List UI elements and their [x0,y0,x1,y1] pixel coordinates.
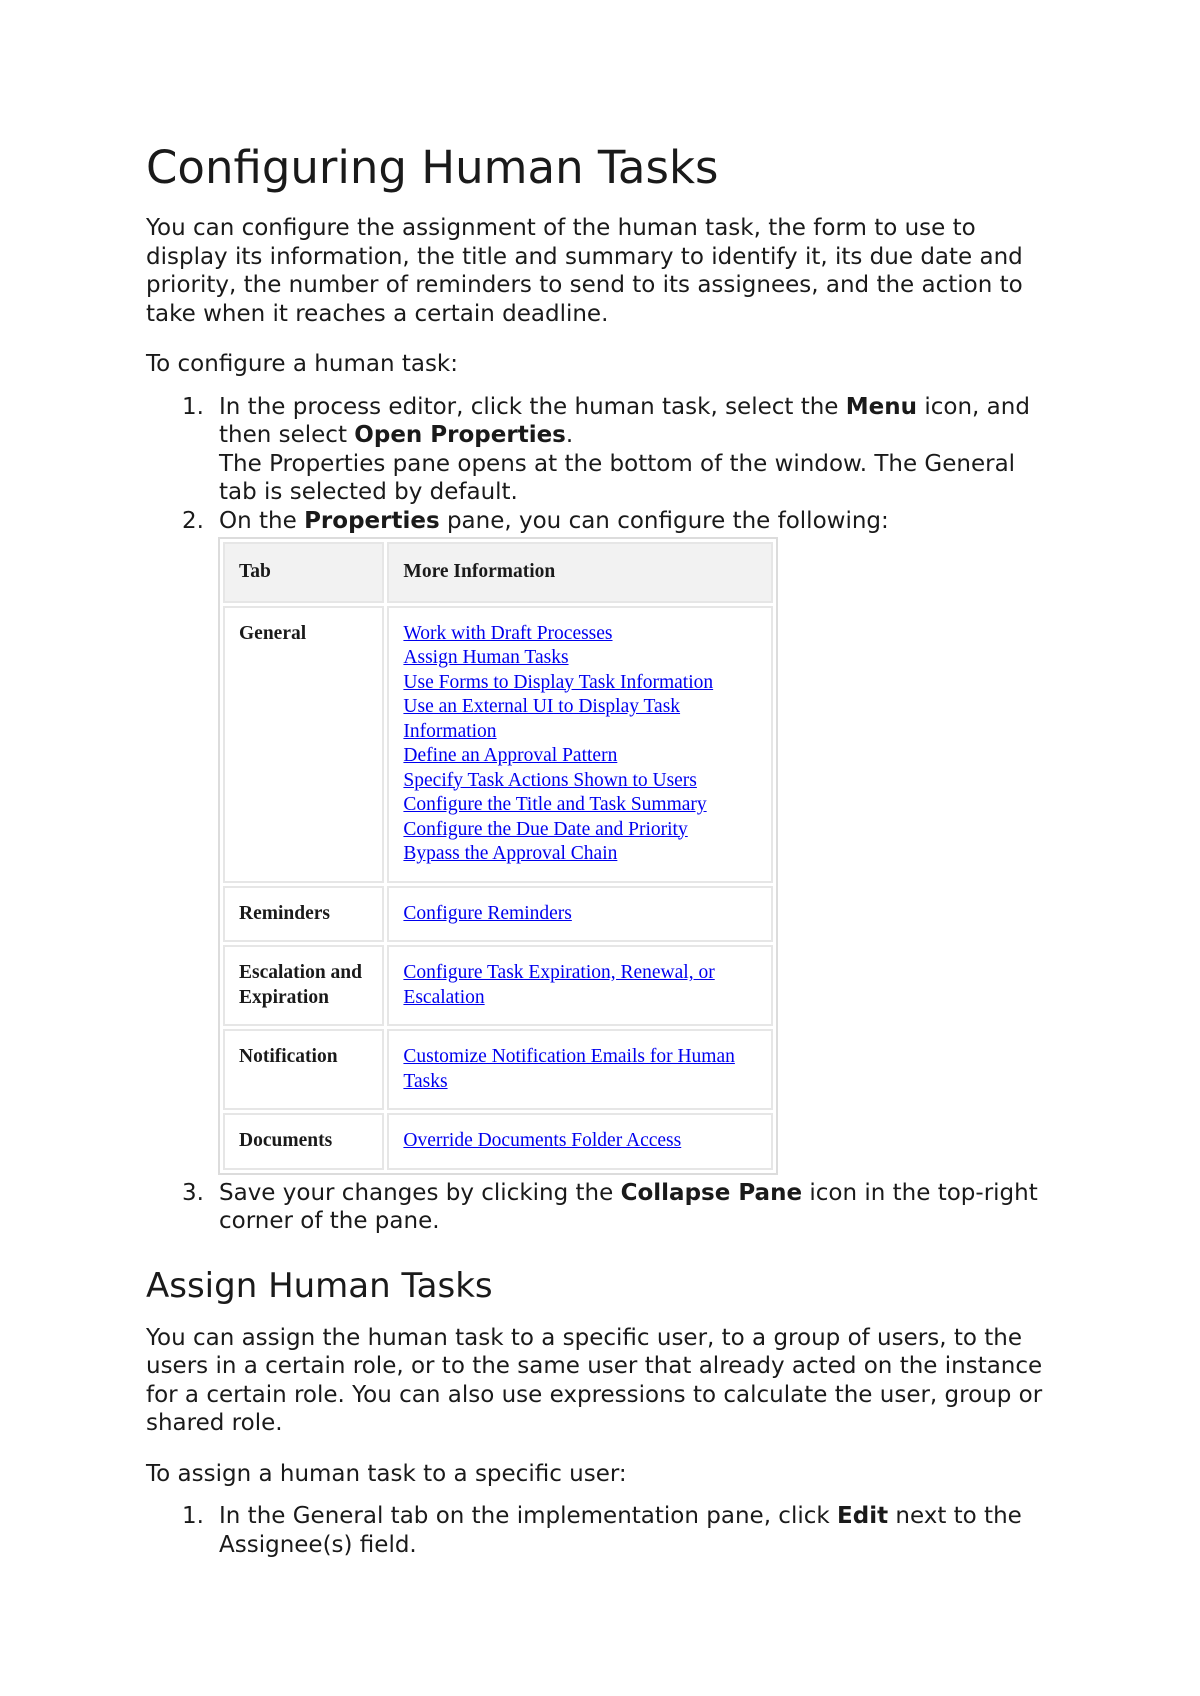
link-work-with-draft-processes[interactable]: Work with Draft Processes [403,622,613,644]
step-text: In the process editor, click the human task, select the [219,393,846,420]
link-task-actions[interactable]: Specify Task Actions Shown to Users [403,769,697,791]
step-bold-term: Edit [837,1503,889,1529]
step-number: 3. [182,1179,204,1206]
step-text: Save your changes by clicking the [219,1179,621,1206]
table-cell-tab: Escalation and Expiration [223,945,384,1026]
step-number: 2. [182,507,204,534]
intro-paragraph: You can assign the human task to a specific user, to a group of users, to the users in a certain role, or to the same user that already acted on the instance for a certain role. You can also use expressions to calculate the user, group or shared role. [146,1324,1043,1436]
list-item [146,507,1046,1175]
link-notification-emails[interactable]: Customize Notification Emails for Human Tasks [403,1046,735,1092]
step-text: icon in the top-right corner of the pane. [219,1179,1038,1234]
table-cell-links [387,1029,773,1110]
table-cell-tab: Reminders [223,886,384,943]
list-item [146,393,1046,507]
list-item [146,1502,1046,1559]
link-documents-folder-access[interactable]: Override Documents Folder Access [403,1130,682,1151]
link-external-ui[interactable]: Use an External UI to Display Task Information [403,696,681,742]
step-bold-term: Collapse Pane [620,1179,803,1206]
step-text: . [565,422,574,448]
step-bold-term: Menu [845,393,918,420]
link-task-expiration[interactable]: Configure Task Expiration, Renewal, or Escalation [403,962,715,1008]
document-page [146,140,1046,1559]
step-text: On the [219,507,305,534]
step-text: next to the Assignee(s) field. [219,1503,1022,1558]
intro-paragraph: You can configure the assignment of the human task, the form to use to display its information, the title and summary to identify it, its due date and priority, the number of reminders to send to its assignees, and the action to take when it reaches a certain deadline. [146,215,1023,327]
step-bold-term: Properties [304,507,440,534]
section-title: Assign Human Tasks [146,1265,493,1306]
table-row [223,945,773,1026]
configure-steps-list [146,393,1046,1236]
properties-table [218,537,778,1175]
step-number: 1. [182,1503,204,1529]
table-header-row [223,542,773,603]
link-bypass-approval-chain[interactable]: Bypass the Approval Chain [403,843,618,864]
table-row [223,1113,773,1170]
link-configure-reminders[interactable]: Configure Reminders [403,902,572,924]
table-cell-links [387,606,773,883]
step-number: 1. [182,393,204,420]
step-text: In the General tab on the implementation pane, click [219,1503,838,1529]
table-cell-links [387,945,773,1026]
step-text: icon, and then select [219,393,1030,448]
link-due-date-priority[interactable]: Configure the Due Date and Priority [403,818,688,840]
table-header-more-information: More Information [387,542,773,603]
table-cell-tab: Notification [223,1029,384,1110]
link-use-forms[interactable]: Use Forms to Display Task Information [403,671,714,693]
list-item [146,1179,1046,1236]
table-row [223,1029,773,1110]
step-text: pane, you can configure the following: [439,507,889,534]
table-cell-tab: General [223,606,384,883]
link-assign-human-tasks[interactable]: Assign Human Tasks [403,647,569,668]
link-approval-pattern[interactable]: Define an Approval Pattern [403,745,618,766]
table-cell-links [387,886,773,943]
procedure-lead: To assign a human task to a specific user: [146,1460,627,1487]
step-note: The Properties pane opens at the bottom of the window. The General tab is selected by default. [219,450,1016,505]
table-cell-links [387,1113,773,1170]
table-row [223,886,773,943]
assign-steps-list [146,1502,1046,1559]
table-cell-tab: Documents [223,1113,384,1170]
procedure-lead: To configure a human task: [146,351,459,377]
table-header-tab: Tab [223,542,384,603]
link-title-summary[interactable]: Configure the Title and Task Summary [403,794,707,815]
step-bold-term: Open Properties [354,422,566,448]
table-row [223,606,773,883]
page-title: Configuring Human Tasks [146,141,719,194]
